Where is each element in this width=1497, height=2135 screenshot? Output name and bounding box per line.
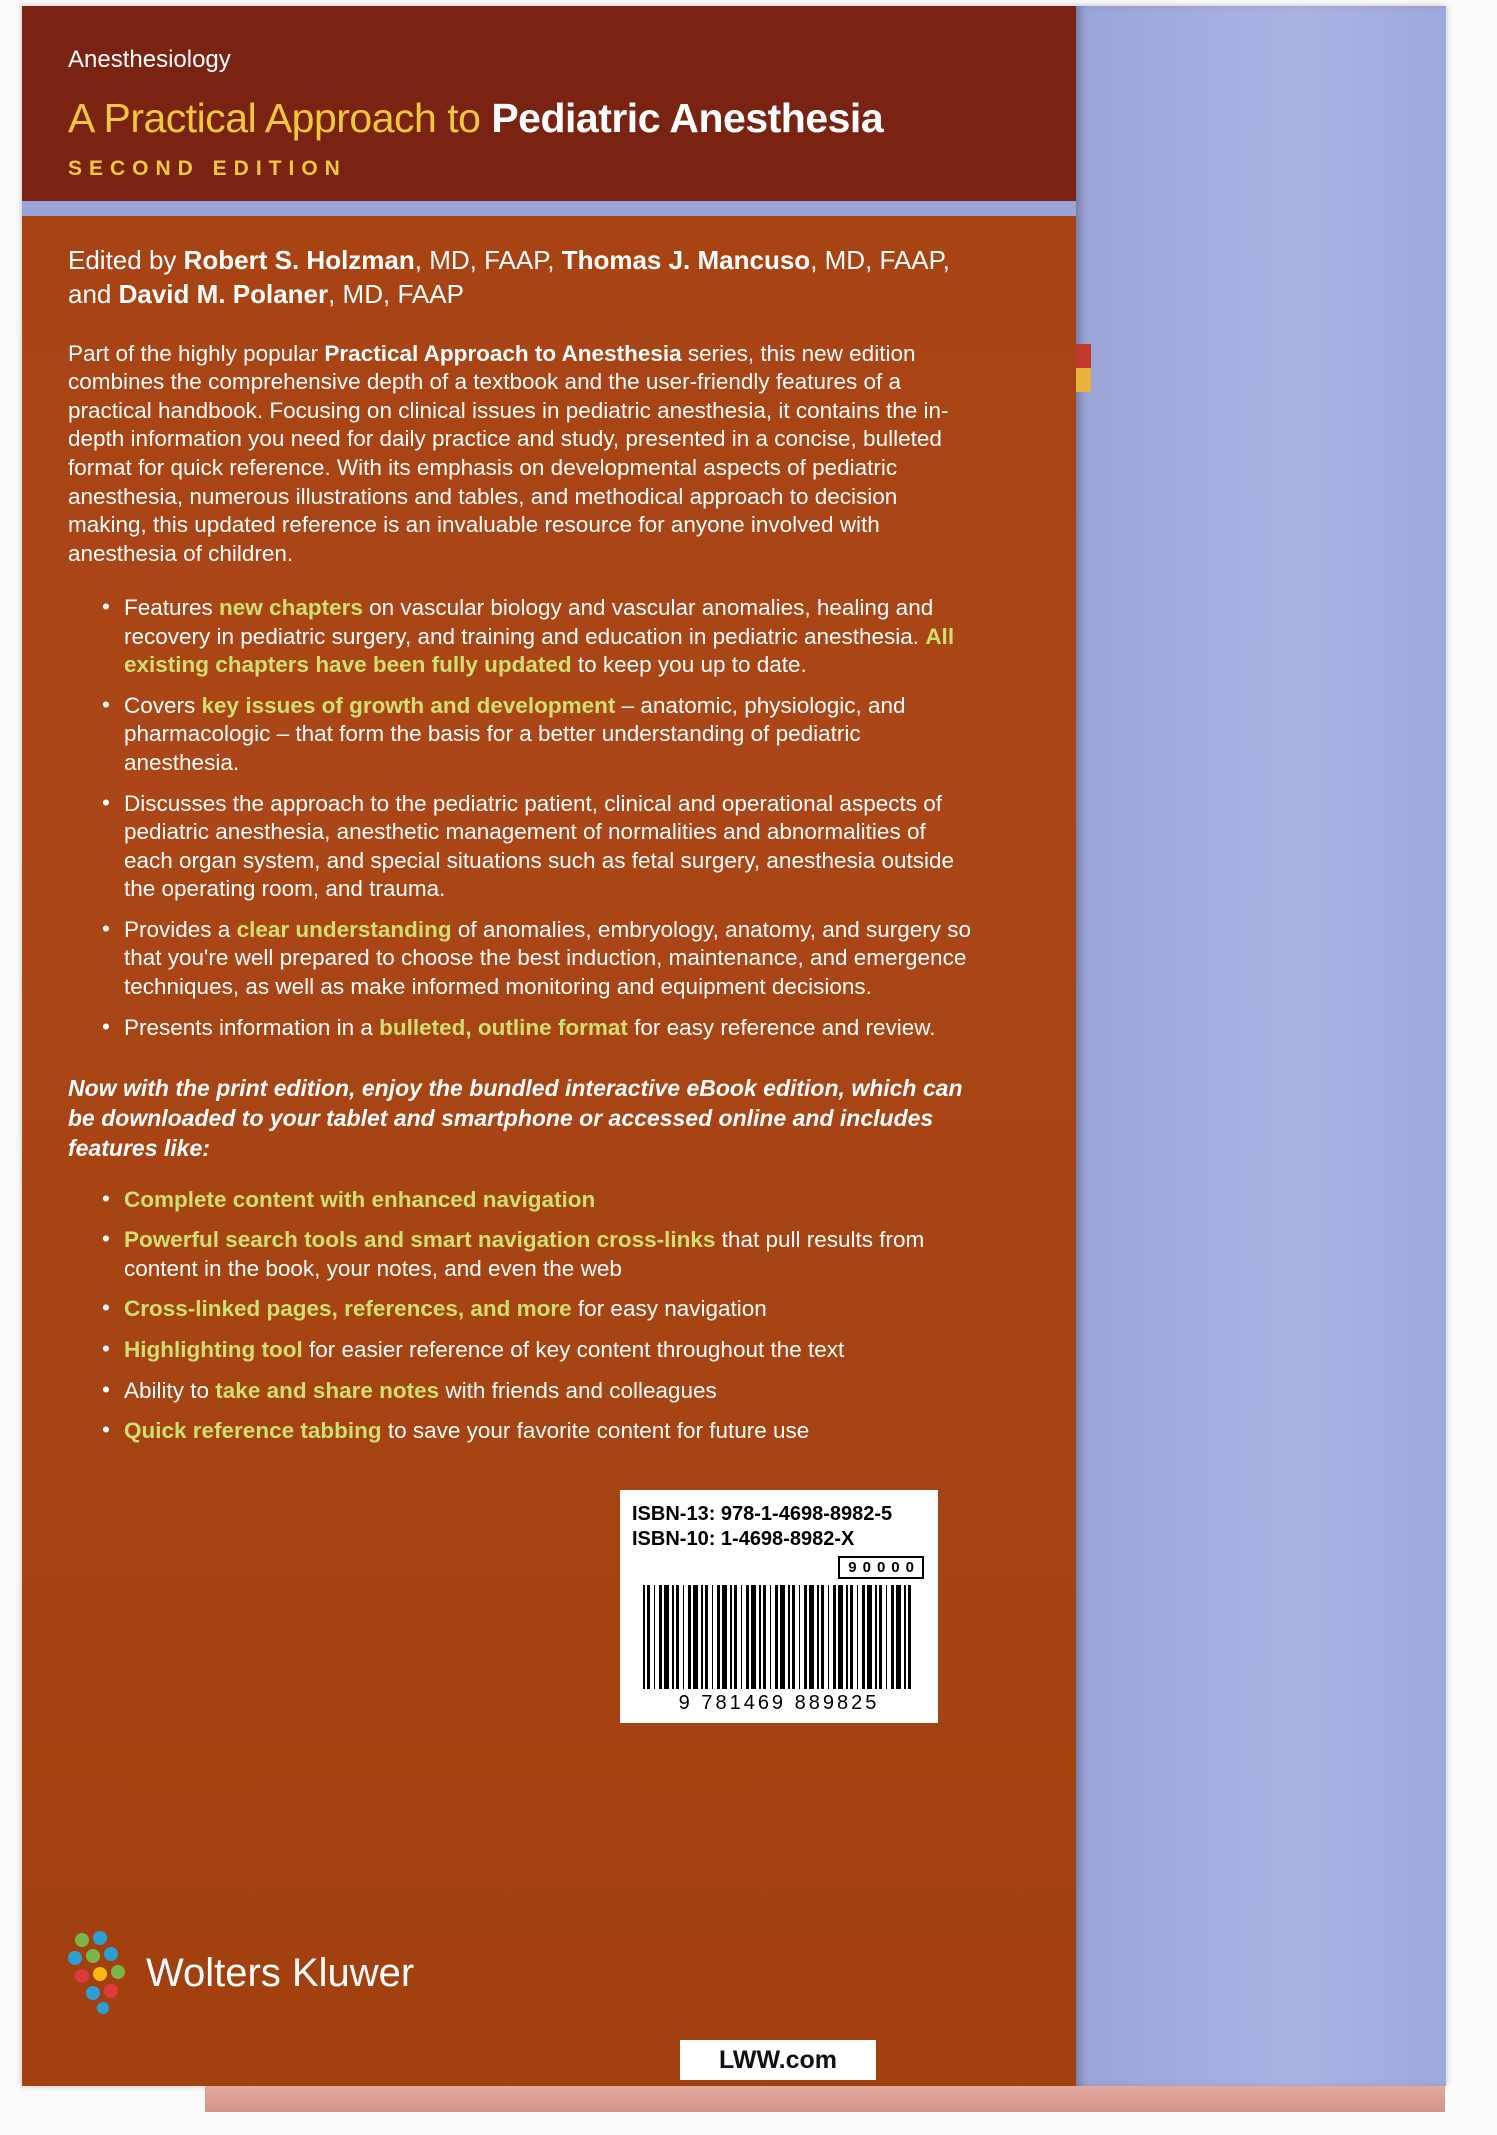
ebook-intro-paragraph: Now with the print edition, enjoy the bundled interactive eBook edition, which can be downloaded to your tablet and smartphone or accessed online and includes features like:	[68, 1075, 963, 1161]
page-edge-mark	[1076, 344, 1091, 392]
book-back-cover	[22, 6, 1446, 2086]
cover-body	[22, 216, 1076, 2086]
barcode	[643, 1585, 915, 1689]
isbn-10: ISBN-10: 1-4698-8982-X	[632, 1527, 855, 1550]
publisher-name: Wolters Kluwer	[146, 1950, 415, 1995]
feature-list	[68, 594, 972, 1042]
book-page-edges	[205, 2086, 1445, 2112]
website-label: LWW.com	[718, 2045, 838, 2074]
list-item: • Highlighting tool for easier reference of key content throughout the text	[102, 1336, 972, 1365]
divider-stripe	[22, 201, 1076, 216]
isbn-13: ISBN-13: 978-1-4698-8982-5	[632, 1502, 893, 1525]
intro-paragraph: Part of the highly popular Practical Approach to Anesthesia series, this new edition combines the comprehensive depth of a textbook and the user-friendly features of a practical handbook. Focusing on clinical issues in pediatric anesthesia, it contains the in-depth information you need for daily practice and study, presented in a concise, bulleted format for quick reference. With its emphasis on developmental aspects of pediatric anesthesia, numerous illustrations and tables, and methodical approach to decision making, this updated reference is an invaluable resource for anyone involved with anesthesia of children.	[68, 340, 949, 566]
header-band	[22, 6, 1076, 201]
list-item: • Powerful search tools and smart navigation cross-links that pull results from content in the book, your notes, and even the web	[102, 1226, 972, 1283]
isbn-box	[620, 1490, 938, 1723]
list-item: • Cross-linked pages, references, and more for easy navigation	[102, 1295, 972, 1324]
website-box	[680, 2040, 876, 2080]
title-prefix: A Practical Approach to	[68, 95, 492, 141]
title-main: Pediatric Anesthesia	[491, 95, 884, 141]
list-item: • Provides a clear understanding of anomalies, embryology, anatomy, and surgery so that you're well prepared to choose the best induction, maintenance, and emergence techniques, as well as make informed monitoring and equipment decisions.	[102, 916, 972, 1002]
list-item: • Discusses the approach to the pediatric patient, clinical and operational aspects of pediatric anesthesia, anesthetic management of normalities and abnormalities of each organ system, and special situations such as fetal surgery, anesthesia outside the operating room, and trauma.	[102, 790, 972, 904]
edge-mark-gold	[1076, 368, 1091, 392]
wolters-kluwer-logo-icon	[66, 1930, 128, 2016]
list-item: • Features new chapters on vascular biology and vascular anomalies, healing and recovery in pediatric surgery, and training and education in pediatric anesthesia. All existing chapters have been fully updated to keep you up to date.	[102, 594, 972, 680]
category-label: Anesthesiology	[68, 46, 231, 73]
price-row	[632, 1556, 924, 1579]
cover-main-column	[22, 6, 1076, 2086]
publisher-logo-block	[66, 1930, 414, 2016]
list-item: • Quick reference tabbing to save your favorite content for future use	[102, 1417, 972, 1446]
list-item: • Presents information in a bulleted, outline format for easy reference and review.	[102, 1014, 972, 1043]
cover-right-panel	[1076, 6, 1446, 2086]
edge-mark-red	[1076, 344, 1091, 368]
edited-by-line: Edited by Robert S. Holzman, MD, FAAP, Thomas J. Mancuso, MD, FAAP, and David M. Polaner, MD, FAAP	[68, 245, 950, 309]
ebook-feature-list	[68, 1186, 972, 1446]
price-code: 90000	[838, 1556, 924, 1579]
edition-label: SECOND EDITION	[68, 157, 347, 181]
list-item: • Complete content with enhanced navigation	[102, 1186, 972, 1215]
list-item: • Ability to take and share notes with friends and colleagues	[102, 1377, 972, 1406]
book-title	[68, 96, 1040, 141]
barcode-number: 9 781469 889825	[678, 1691, 880, 1714]
list-item: • Covers key issues of growth and development – anatomic, physiologic, and pharmacologic – that form the basis for a better understanding of pediatric anesthesia.	[102, 692, 972, 778]
